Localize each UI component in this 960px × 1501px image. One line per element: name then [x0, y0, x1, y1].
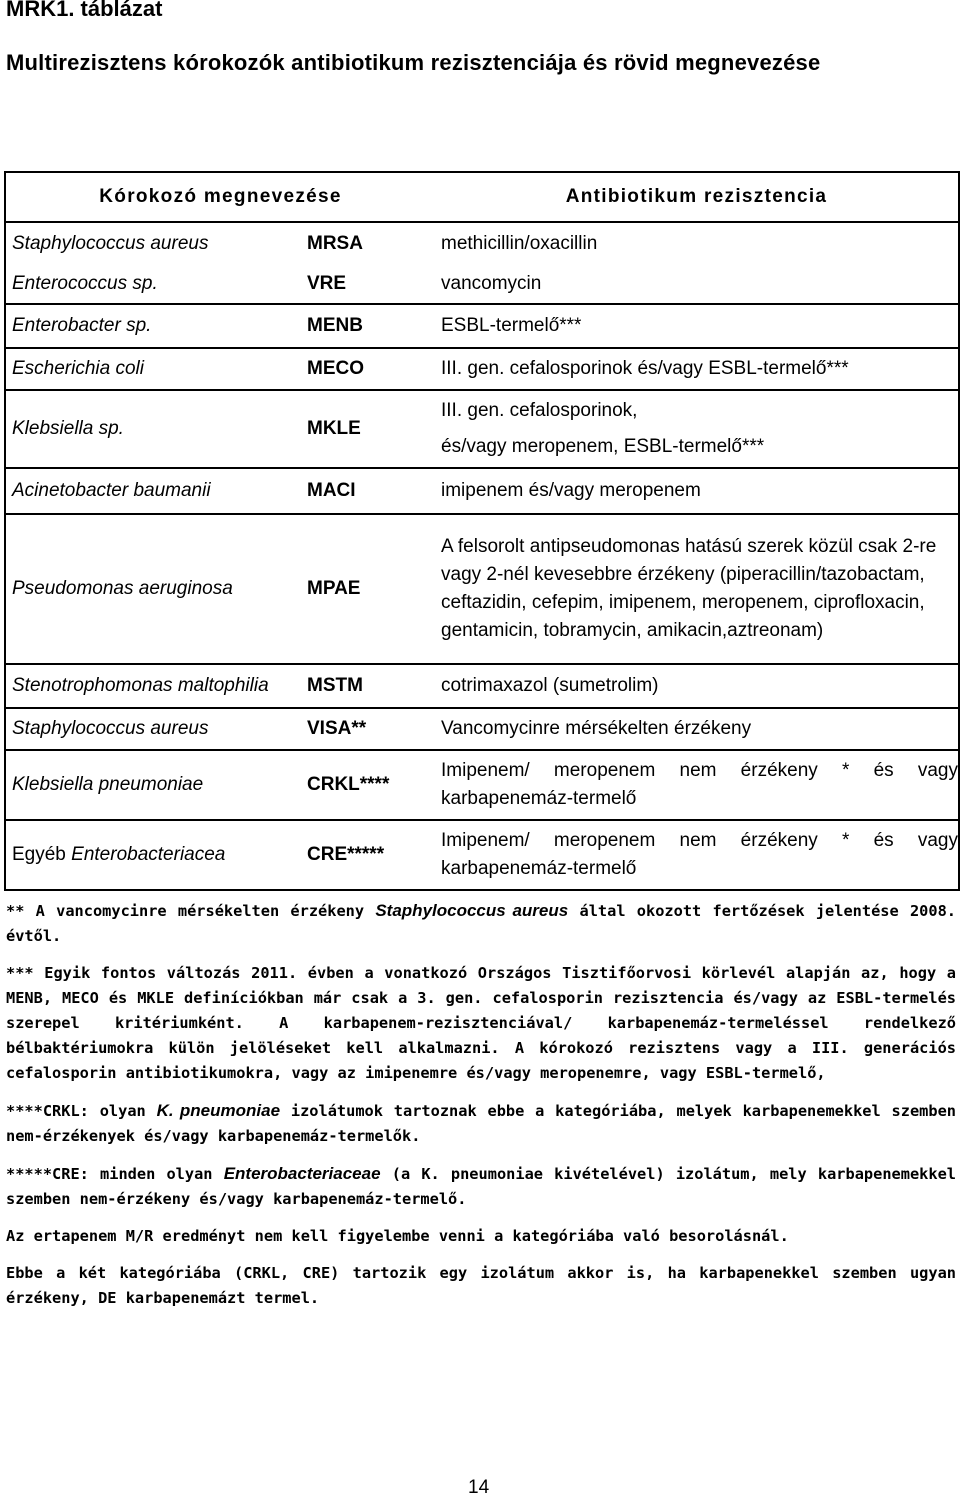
resistance-cell: Imipenem/ meropenem nem érzékeny * és vagy karbapenemáz-termelő [435, 750, 959, 820]
pathogen-prefix: Egyéb [12, 844, 66, 865]
table-row [5, 750, 959, 820]
table-row [5, 264, 959, 304]
pathogen-cell: Staphylococcus aureus [5, 222, 301, 264]
pathogen-cell: Enterococcus sp. [5, 264, 301, 304]
pathogen-cell: Enterobacter sp. [5, 304, 301, 348]
resistance-cell: Vancomycinre mérsékelten érzékeny [435, 708, 959, 750]
footnote-cre [6, 1161, 956, 1212]
code-cell: CRE***** [301, 820, 435, 890]
table-row [5, 304, 959, 348]
footnote-esbl: *** Egyik fontos változás 2011. évben a vonatkozó Országos Tisztifőorvosi körlevél alapján az, hogy a MENB, MECO és MKLE definíciókban már csak a 3. gen. cefalosporin rezisztencia és/vagy az ESBL-termelés szerepel kritériumként. A karbapenem-rezisztenciával/ karbapenemáz-termeléssel rendelkező bélbaktériumokra külön jelöléseket kell alkalmazni. A kórokozó rezisztens vagy a III. generációs cefalosporin antibiotikumokra, vagy az imipenemre és/vagy meropenemre, vagy ESBL-termelő, [6, 964, 956, 1082]
table-row [5, 222, 959, 264]
page-title: Multirezisztens kórokozók antibiotikum rezisztenciája és rövid megnevezése [6, 50, 821, 75]
footnote-text: ****CRKL: olyan [6, 1102, 146, 1120]
pathogen-cell: Escherichia coli [5, 348, 301, 390]
footnote-ertapenem: Az ertapenem M/R eredményt nem kell figyelembe venni a kategóriába való besorolásnál. [6, 1227, 789, 1245]
table-row [5, 468, 959, 514]
resistance-cell: A felsorolt antipseudomonas hatású szerek közül csak 2-re vagy 2-nél kevesebbre érzékeny (piperacillin/tazobactam, ceftazidin, cefepim, imipenem, meropenem, ciprofloxacin, gentamicin, tobramycin, amikacin,aztreonam) [435, 514, 959, 664]
table-row [5, 514, 959, 664]
footnote-text: ** A vancomycinre mérsékelten érzékeny [6, 902, 365, 920]
footnote-italic: K. pneumoniae [156, 1101, 281, 1120]
resistance-line: III. gen. cefalosporinok, [441, 400, 638, 421]
table-label: MRK1. táblázat [6, 0, 163, 21]
resistance-table [4, 171, 960, 891]
code-cell: MACI [301, 468, 435, 514]
footnote-text: izolátumok tartoznak ebbe a kategóriába, melyek karbapenemekkel szemben nem-érzékenyek és/vagy karbapenemáz-termelők. [6, 1102, 956, 1145]
resistance-line: és/vagy meropenem, ESBL-termelő*** [441, 436, 765, 457]
pathogen-cell: Staphylococcus aureus [5, 708, 301, 750]
footnote-carbapenemase: Ebbe a két kategóriába (CRKL, CRE) tartozik egy izolátum akkor is, ha karbapenekkel szemben ugyan érzékeny, DE karbapenemázt termel. [6, 1264, 956, 1307]
footnote-crkl [6, 1098, 956, 1149]
resistance-cell [435, 390, 959, 468]
footnote-text: (a K. pneumoniae kivételével) izolátum, mely karbapenemekkel szemben nem-érzékeny és/vagy karbapenemáz-termelő. [6, 1165, 957, 1208]
code-cell: VRE [307, 272, 347, 294]
pathogen-cell: Klebsiella pneumoniae [5, 750, 301, 820]
code-cell: MSTM [301, 664, 435, 708]
code-cell: CRKL**** [301, 750, 435, 820]
footnote-visa [6, 898, 956, 949]
table-row [5, 820, 959, 890]
footnote-italic: Staphylococcus aureus [375, 901, 569, 920]
pathogen-name: Enterobacteriacea [71, 844, 226, 865]
pathogen-cell: Stenotrophomonas maltophilia [5, 664, 301, 708]
resistance-cell: imipenem és/vagy meropenem [435, 468, 959, 514]
table-row [5, 390, 959, 468]
footnote-italic: Enterobacteriaceae [223, 1164, 381, 1183]
table-row [5, 708, 959, 750]
resistance-cell: ESBL-termelő*** [435, 304, 959, 348]
code-cell: MENB [301, 304, 435, 348]
code-cell: MPAE [301, 514, 435, 664]
code-cell: MRSA [307, 232, 363, 254]
page-number: 14 [468, 1477, 490, 1498]
resistance-cell: cotrimaxazol (sumetrolim) [435, 664, 959, 708]
header-resistance: Antibiotikum rezisztencia [435, 172, 959, 222]
table-row [5, 348, 959, 390]
pathogen-cell: Pseudomonas aeruginosa [5, 514, 301, 664]
code-cell: VISA** [301, 708, 435, 750]
footnotes [6, 898, 956, 1323]
table-header-row [5, 172, 959, 222]
footnote-text: által okozott fertőzések jelentése 2008. évtől. [6, 902, 956, 945]
pathogen-cell [5, 820, 301, 890]
header-pathogen: Kórokozó megnevezése [5, 172, 435, 222]
table-row [5, 664, 959, 708]
resistance-cell: vancomycin [435, 264, 959, 304]
resistance-cell: methicillin/oxacillin [435, 222, 959, 264]
pathogen-cell: Klebsiella sp. [5, 390, 301, 468]
pathogen-cell: Acinetobacter baumanii [5, 468, 301, 514]
resistance-cell: Imipenem/ meropenem nem érzékeny * és vagy karbapenemáz-termelő [435, 820, 959, 890]
resistance-cell: III. gen. cefalosporinok és/vagy ESBL-termelő*** [435, 348, 959, 390]
code-cell: MECO [301, 348, 435, 390]
footnote-text: *****CRE: minden olyan [6, 1165, 213, 1183]
code-cell: MKLE [301, 390, 435, 468]
